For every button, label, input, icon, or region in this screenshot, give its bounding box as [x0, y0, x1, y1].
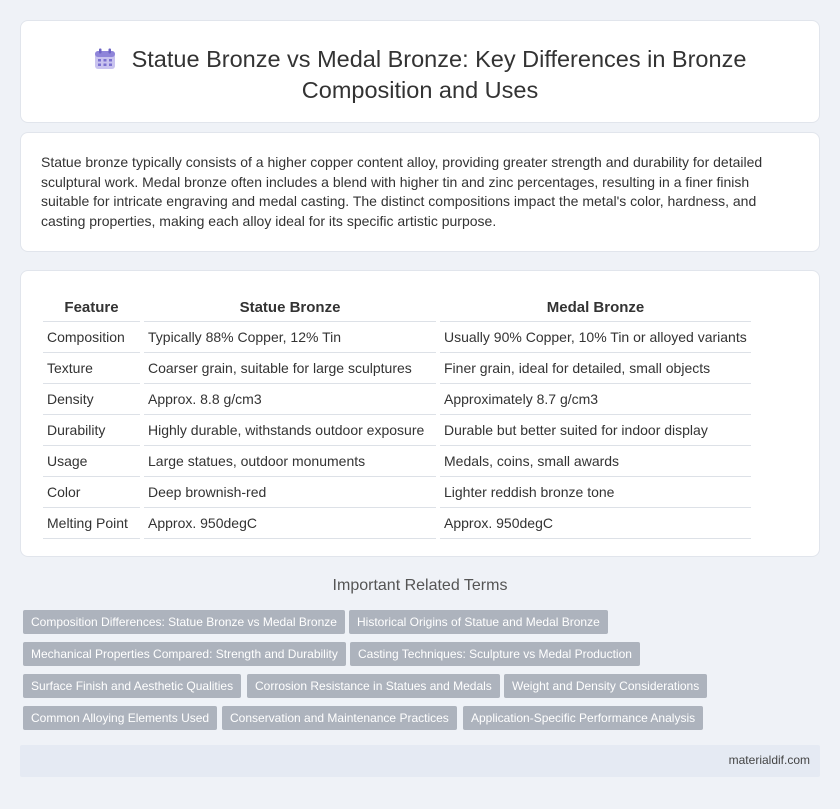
header-statue-bronze: Statue Bronze: [144, 293, 436, 322]
cell-feature: Usage: [43, 446, 140, 477]
intro-card: [20, 132, 820, 252]
cell-statue: Deep brownish-red: [144, 477, 436, 508]
related-term-tag[interactable]: Common Alloying Elements Used: [23, 706, 217, 730]
title-line-1: Statue Bronze vs Medal Bronze: Key Differences in Bronze: [131, 46, 747, 72]
table-row: [43, 322, 751, 353]
intro-paragraph: Statue bronze typically consists of a higher copper content alloy, providing greater strength and durability for detailed sculptural work. Medal bronze often includes a blend with higher tin and zinc percentages, resulting in a finer finish suitable for intricate engraving and medal casting. The distinct compositions impact the metal's color, hardness, and casting properties, making each alloy ideal for its specific artistic purpose.: [41, 154, 763, 229]
header-medal-bronze: Medal Bronze: [440, 293, 751, 322]
calendar-icon: [94, 48, 116, 70]
cell-feature: Color: [43, 477, 140, 508]
cell-medal: Usually 90% Copper, 10% Tin or alloyed variants: [440, 322, 751, 353]
related-term-tag[interactable]: Mechanical Properties Compared: Strength and Durability: [23, 642, 346, 666]
title-line-2: Composition and Uses: [301, 77, 539, 103]
related-term-tag[interactable]: Surface Finish and Aesthetic Qualities: [23, 674, 241, 698]
cell-medal: Medals, coins, small awards: [440, 446, 751, 477]
related-term-tag[interactable]: Historical Origins of Statue and Medal Bronze: [349, 610, 608, 634]
footer: [20, 745, 820, 777]
cell-medal: Durable but better suited for indoor display: [440, 415, 751, 446]
cell-statue: Highly durable, withstands outdoor exposure: [144, 415, 436, 446]
related-term-tag[interactable]: Application-Specific Performance Analysis: [463, 706, 703, 730]
related-term-tag[interactable]: Corrosion Resistance in Statues and Medals: [247, 674, 500, 698]
comparison-table: [39, 293, 755, 539]
page-title: [21, 44, 819, 106]
cell-statue: Typically 88% Copper, 12% Tin: [144, 322, 436, 353]
table-row: [43, 508, 751, 539]
comparison-table-card: [20, 270, 820, 557]
cell-statue: Coarser grain, suitable for large sculptures: [144, 353, 436, 384]
related-term-tag[interactable]: Composition Differences: Statue Bronze vs Medal Bronze: [23, 610, 345, 634]
title-card: [20, 20, 820, 123]
cell-feature: Melting Point: [43, 508, 140, 539]
cell-medal: Finer grain, ideal for detailed, small objects: [440, 353, 751, 384]
table-row: [43, 384, 751, 415]
table-row: [43, 415, 751, 446]
cell-statue: Approx. 950degC: [144, 508, 436, 539]
table-row: [43, 353, 751, 384]
cell-feature: Density: [43, 384, 140, 415]
footer-site-link[interactable]: materialdif.com: [728, 753, 810, 767]
cell-feature: Texture: [43, 353, 140, 384]
related-term-tag[interactable]: Casting Techniques: Sculpture vs Medal Production: [350, 642, 640, 666]
cell-statue: Large statues, outdoor monuments: [144, 446, 436, 477]
table-header-row: [43, 293, 751, 322]
related-term-tag[interactable]: Weight and Density Considerations: [504, 674, 707, 698]
related-term-tag[interactable]: Conservation and Maintenance Practices: [222, 706, 457, 730]
table-row: [43, 477, 751, 508]
cell-feature: Composition: [43, 322, 140, 353]
cell-statue: Approx. 8.8 g/cm3: [144, 384, 436, 415]
cell-feature: Durability: [43, 415, 140, 446]
cell-medal: Approx. 950degC: [440, 508, 751, 539]
related-terms-heading: Important Related Terms: [332, 577, 508, 594]
table-row: [43, 446, 751, 477]
cell-medal: Approximately 8.7 g/cm3: [440, 384, 751, 415]
cell-medal: Lighter reddish bronze tone: [440, 477, 751, 508]
header-feature: Feature: [43, 293, 140, 322]
